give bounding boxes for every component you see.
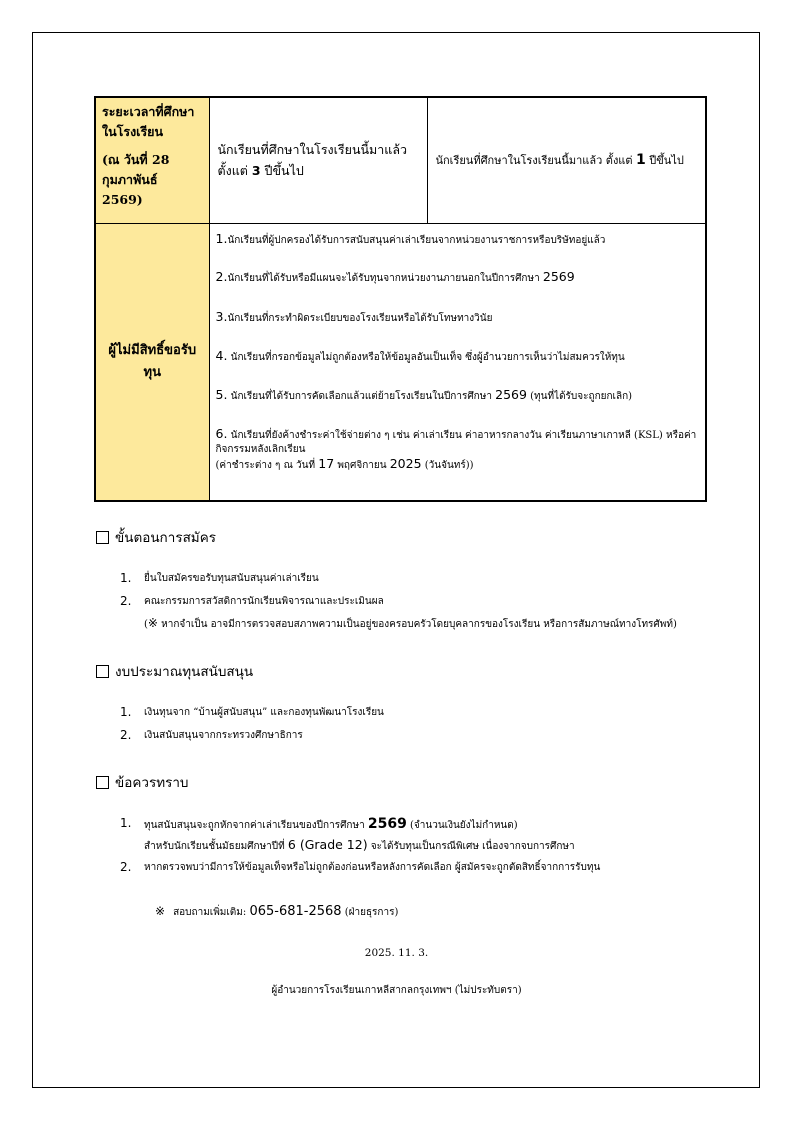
section-apply-title: ขั้นตอนการสมัคร — [115, 530, 216, 546]
list-item: 2. เงินสนับสนุนจากกระทรวงศึกษาธิการ — [120, 728, 303, 742]
reference-mark-icon: ※ — [147, 616, 158, 630]
option-3-years — [209, 97, 427, 223]
rule-item: 5. นักเรียนที่ได้รับการคัดเลือกแล้วแต่ย้ายโรงเรียนในปีการศึกษา 2569 (ทุนที่ได้รับจะถูกยกเลิก) — [215, 386, 633, 402]
list-item: 2. หากตรวจพบว่ามีการให้ข้อมูลเท็จหรือไม่ถูกต้องก่อนหรือหลังการคัดเลือก ผู้สมัครจะถูกตัดสิทธิ์จากการรับทุน — [120, 860, 601, 874]
option-1-year: นักเรียนที่ศึกษาในโรงเรียนนี้มาแล้ว ตั้งแต่ 1 ปีขึ้นไป — [427, 97, 706, 223]
eligibility-table — [94, 96, 707, 502]
section-notice — [96, 771, 189, 793]
rule-item: 2.นักเรียนที่ได้รับหรือมีแผนจะได้รับทุนจากหน่วยงานภายนอกในปีการศึกษา 2569 — [215, 268, 575, 284]
checkbox-icon — [96, 531, 109, 544]
document-date: 2025. 11. 3. — [364, 947, 429, 959]
checkbox-icon — [96, 665, 109, 678]
study-period-label — [95, 97, 209, 223]
rule-item-line2: กิจกรรมหลังเลิกเรียน — [215, 443, 306, 455]
ineligible-label — [95, 223, 209, 501]
section-budget-title: งบประมาณทุนสนับสนุน — [115, 664, 254, 680]
section-apply — [96, 526, 216, 548]
option-3-years-line1: นักเรียนที่ศึกษาในโรงเรียนนี้มาแล้ว — [217, 142, 408, 158]
reference-mark-icon: ※ — [155, 904, 166, 918]
checkbox-icon — [96, 776, 109, 789]
notice-item-line2: สำหรับนักเรียนชั้นมัธยมศึกษาปีที่ 6 (Grade 12) จะได้รับทุนเป็นกรณีพิเศษ เนื่องจากจบการศึกษา — [144, 837, 575, 852]
option-3-years-line2: ตั้งแต่ 3 ปีขึ้นไป — [217, 163, 304, 179]
study-period-line: ในโรงเรียน — [102, 124, 164, 139]
list-item: 2. คณะกรรมการสวัสดิการนักเรียนพิจารณาและประเมินผล — [120, 594, 384, 608]
list-item: 1. ทุนสนับสนุนจะถูกหักจากค่าเล่าเรียนของปีการศึกษา 2569 (จำนวนเงินยังไม่กำหนด) — [120, 816, 518, 832]
section-notice-title: ข้อควรทราบ — [115, 775, 189, 791]
section-budget — [96, 660, 253, 682]
rule-item: 3.นักเรียนที่กระทำผิดระเบียบของโรงเรียนหรือได้รับโทษทางวินัย — [215, 308, 493, 324]
rule-item: 1.นักเรียนที่ผู้ปกครองได้รับการสนับสนุนค่าเล่าเรียนจากหน่วยงานราชการหรือบริษัทอยู่แล้ว — [215, 230, 606, 246]
list-item: 1. เงินทุนจาก “บ้านผู้สนับสนุน” และกองทุนพัฒนาโรงเรียน — [120, 705, 384, 719]
study-period-line: (ณ วันที่ 28 — [102, 152, 170, 167]
ineligible-rules — [209, 223, 706, 501]
ineligible-label-line1: ผู้ไม่มีสิทธิ์ขอรับ — [108, 342, 197, 358]
ineligible-label-line2: ทุน — [143, 364, 161, 380]
rule-item: 6. นักเรียนที่ยังค้างชำระค่าใช้จ่ายต่าง ๆ เช่น ค่าเล่าเรียน ค่าอาหารกลางวัน ค่าเรียนภาษาเกาหลี (KSL) หรือค่า กิจกรรมหลังเลิกเรียน (ค่าชำระต่าง ๆ ณ วันที่ 17 พฤศจิกายน 2025 (วันจันทร์)) — [216, 427, 700, 473]
contact-info: ※ สอบถามเพิ่มเติม: 065-681-2568 (ฝ่ายธุรการ) — [155, 904, 399, 919]
rule-item-line3: (ค่าชำระต่าง ๆ ณ วันที่ 17 พฤศจิกายน 2025 (วันจันทร์)) — [215, 455, 474, 471]
rule-item: 4. นักเรียนที่กรอกข้อมูลไม่ถูกต้องหรือให้ข้อมูลอันเป็นเท็จ ซึ่งผู้อำนวยการเห็นว่าไม่สมควรให้ทุน — [215, 347, 625, 363]
contact-phone: 065-681-2568 — [249, 904, 342, 919]
apply-note: (※ หากจำเป็น อาจมีการตรวจสอบสภาพความเป็นอยู่ของครอบครัวโดยบุคลากรของโรงเรียน หรือการสัมภาษณ์ทางโทรศัพท์) — [144, 616, 677, 630]
list-item: 1. ยื่นใบสมัครขอรับทุนสนับสนุนค่าเล่าเรียน — [120, 571, 319, 585]
study-period-line: ระยะเวลาที่ศึกษา — [102, 104, 195, 119]
study-period-line: กุมภาพันธ์ 2569) — [102, 172, 158, 207]
signer-line: ผู้อำนวยการโรงเรียนเกาหลีสากลกรุงเทพฯ (ไม่ประทับตรา) — [271, 985, 522, 996]
